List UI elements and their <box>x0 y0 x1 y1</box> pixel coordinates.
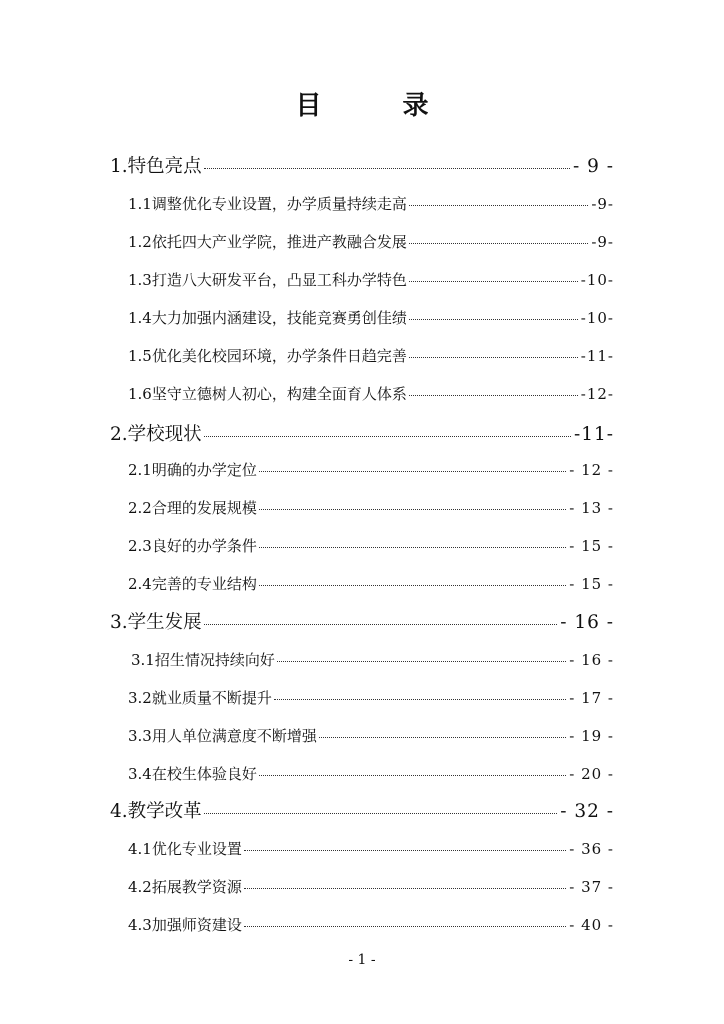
toc-page-number: -9- <box>591 195 614 213</box>
toc-entry-title: 4.1优化专业设置 <box>128 840 242 858</box>
toc-dot-leader <box>274 699 566 700</box>
toc-page-number: - 20 - <box>569 765 614 783</box>
toc-entry-4-3[interactable] <box>128 914 614 935</box>
toc-page-number: - 12 - <box>569 461 614 479</box>
toc-entry-4-1[interactable] <box>128 838 614 859</box>
toc-page-number: - 17 - <box>569 689 614 707</box>
toc-page-number: - 16 - <box>569 651 614 669</box>
toc-entry-title: 3.2就业质量不断提升 <box>128 689 272 707</box>
toc-dot-leader <box>409 281 578 282</box>
toc-page-number: - 15 - <box>569 537 614 555</box>
toc-entry-title: 1.2依托四大产业学院，推进产教融合发展 <box>128 233 407 251</box>
footer-page-number: - 1 - <box>348 952 376 968</box>
toc-dot-leader <box>204 436 571 437</box>
toc-page-number: -10- <box>580 271 614 289</box>
toc-entry-3-2[interactable] <box>128 687 614 708</box>
toc-entry-title: 4.3加强师资建设 <box>128 916 242 934</box>
toc-dot-leader <box>259 585 566 586</box>
toc-entry-title: 4.2拓展教学资源 <box>128 878 242 896</box>
toc-dot-leader <box>244 850 566 851</box>
toc-entry-title: 2.学校现状 <box>110 424 202 445</box>
toc-dot-leader <box>409 243 588 244</box>
page-title: 目 录 <box>295 91 465 121</box>
toc-dot-leader <box>319 737 566 738</box>
toc-entry-2[interactable] <box>110 420 614 446</box>
toc-entry-4[interactable] <box>110 797 614 823</box>
toc-entry-1-1[interactable] <box>128 193 614 214</box>
toc-entry-1-5[interactable] <box>128 345 614 366</box>
toc-dot-leader <box>259 547 566 548</box>
toc-entry-2-4[interactable] <box>128 573 614 594</box>
toc-dot-leader <box>409 357 578 358</box>
toc-entry-2-2[interactable] <box>128 497 614 518</box>
toc-page-number: - 32 - <box>560 801 614 822</box>
toc-entry-title: 1.特色亮点 <box>110 156 202 177</box>
toc-entry-title: 1.3打造八大研发平台，凸显工科办学特色 <box>128 271 407 289</box>
toc-entry-3-1[interactable] <box>131 649 614 670</box>
toc-dot-leader <box>409 205 588 206</box>
toc-page-number: -11- <box>580 347 614 365</box>
toc-dot-leader <box>244 888 566 889</box>
toc-entry-title: 4.教学改革 <box>110 801 202 822</box>
toc-entry-3-3[interactable] <box>128 725 614 746</box>
toc-dot-leader <box>204 624 558 625</box>
toc-page-number: - 15 - <box>569 575 614 593</box>
toc-entry-1-4[interactable] <box>128 307 614 328</box>
toc-page-number: - 13 - <box>569 499 614 517</box>
toc-entry-title: 2.1明确的办学定位 <box>128 461 257 479</box>
toc-entry-1-6[interactable] <box>128 383 614 404</box>
toc-entry-title: 3.3用人单位满意度不断增强 <box>128 727 317 745</box>
toc-entry-title: 1.4大力加强内涵建设，技能竞赛勇创佳绩 <box>128 309 407 327</box>
toc-page-number: - 19 - <box>569 727 614 745</box>
toc-dot-leader <box>409 395 578 396</box>
toc-page-number: - 9 - <box>572 156 614 177</box>
toc-page-number: -12- <box>580 385 614 403</box>
toc-entry-title: 3.1招生情况持续向好 <box>131 651 275 669</box>
toc-page-number: - 37 - <box>569 878 614 896</box>
toc-entry-3[interactable] <box>110 608 614 634</box>
toc-entry-1-2[interactable] <box>128 231 614 252</box>
toc-dot-leader <box>277 661 566 662</box>
toc-dot-leader <box>244 926 566 927</box>
toc-dot-leader <box>204 168 570 169</box>
toc-entry-title: 1.1调整优化专业设置，办学质量持续走高 <box>128 195 407 213</box>
toc-dot-leader <box>409 319 578 320</box>
toc-dot-leader <box>259 471 566 472</box>
toc-entry-title: 3.学生发展 <box>110 612 202 633</box>
toc-page-number: -11- <box>573 424 614 445</box>
toc-entry-title: 2.3良好的办学条件 <box>128 537 257 555</box>
toc-page-number: - 36 - <box>569 840 614 858</box>
toc-entry-3-4[interactable] <box>128 763 614 784</box>
toc-entry-title: 3.4在校生体验良好 <box>128 765 257 783</box>
toc-entry-title: 1.5优化美化校园环境，办学条件日趋完善 <box>128 347 407 365</box>
toc-entry-title: 2.2合理的发展规模 <box>128 499 257 517</box>
toc-entry-title: 2.4完善的专业结构 <box>128 575 257 593</box>
toc-dot-leader <box>204 813 558 814</box>
toc-page-number: -10- <box>580 309 614 327</box>
toc-entry-title: 1.6坚守立德树人初心，构建全面育人体系 <box>128 385 407 403</box>
toc-dot-leader <box>259 509 566 510</box>
toc-entry-4-2[interactable] <box>128 876 614 897</box>
toc-entry-1[interactable] <box>110 152 614 178</box>
toc-entry-2-3[interactable] <box>128 535 614 556</box>
toc-page-number: -9- <box>591 233 614 251</box>
toc-entry-2-1[interactable] <box>128 459 614 480</box>
toc-dot-leader <box>259 775 566 776</box>
toc-entry-1-3[interactable] <box>128 269 614 290</box>
toc-page-number: - 16 - <box>560 612 614 633</box>
toc-page-number: - 40 - <box>569 916 614 934</box>
